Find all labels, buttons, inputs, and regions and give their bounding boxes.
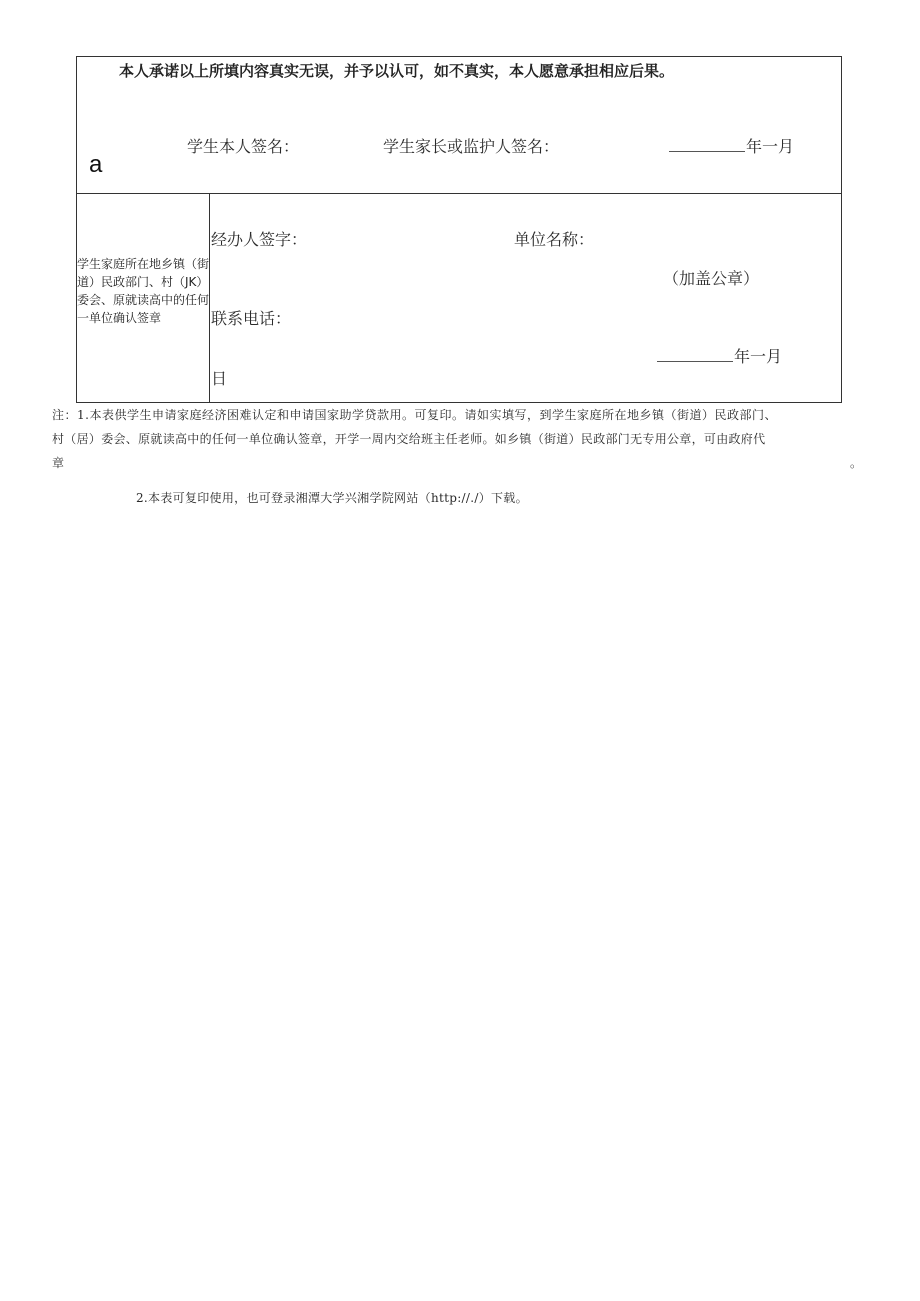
date-label: 年一月 [734, 347, 783, 366]
confirmation-row-label: 学生家庭所在地乡镇（街道）民政部门、村（JK）委会、原就读高中的任何一单位确认签章 [77, 257, 210, 325]
pledge-row [77, 57, 841, 194]
confirmation-label-cell [77, 193, 210, 402]
phone-label: 联系电话： [211, 309, 292, 328]
confirmation-row [77, 193, 841, 402]
note-1-line-2: 村（居）委会、原就读高中的任何一单位确认签章，开学一周内交给班主任老师。如乡镇（街道）民政部门无专用公章，可由政府代 [52, 432, 766, 446]
handler-signature-label: 经办人签字： [211, 230, 308, 249]
note-2: 2.本表可复印使用，也可登录湘潭大学兴湘学院网站（http://./）下载。 [136, 491, 528, 505]
note-1-line-3: 章 [52, 456, 65, 470]
pledge-date-field[interactable] [669, 134, 794, 157]
stamp-note: （加盖公章） [663, 269, 760, 288]
confirmation-form-table [76, 56, 842, 403]
stray-mark: a [89, 151, 103, 178]
unit-name-label: 单位名称： [514, 230, 595, 249]
date-blank-line [657, 351, 733, 362]
date-label: 年一月 [746, 137, 795, 156]
note-1-line-1: 注：1.本表供学生申请家庭经济困难认定和申请国家助学贷款用。可复印。请如实填写，到学生家庭所在地乡镇（街道）民政部门、 [52, 408, 777, 422]
day-label: 日 [211, 369, 228, 388]
note-1-end-mark: 。 [850, 456, 863, 470]
date-blank-line [669, 141, 745, 152]
student-signature-label: 学生本人签名： [187, 137, 300, 156]
pledge-statement: 本人承诺以上所填内容真实无误，并予以认可，如不真实，本人愿意承担相应后果。 [119, 62, 675, 80]
parent-signature-label: 学生家长或监护人签名： [383, 137, 560, 156]
confirmation-date-field[interactable] [657, 344, 782, 367]
